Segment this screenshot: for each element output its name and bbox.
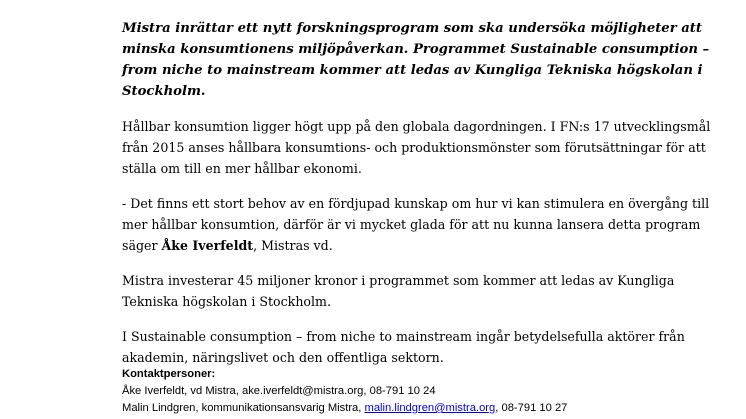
paragraph-quote [122,193,722,256]
contact-line-ake: Åke Iverfeldt, vd Mistra, ake.iverfeldt@mistra.org, 08-791 10 24 [122,385,436,397]
paragraph-global-agenda: Hållbar konsumtion ligger högt upp på den globala dagordningen. I FN:s 17 utvecklingsmål från 2015 anses hållbara konsumtions- och produktionsmönster som förutsättningar för att ställa om till en mer hållbar ekonomi. [122,119,711,176]
contacts-title: Kontaktpersoner: [122,368,216,380]
press-release-body [122,18,722,382]
contact-section [122,366,742,417]
quote-attribution: , Mistras vd. [253,238,333,253]
contact-line-malin [122,400,742,417]
quote-text: - Det finns ett stort behov av en fördjupad kunskap om hur vi kan stimulera en övergång till mer hållbar konsumtion, därför är vi mycket glada för att nu kunna lansera detta program säger [122,196,710,253]
contact-malin-phone: , 08-791 10 27 [495,402,568,414]
quote-person-name: Åke Iverfeldt [161,238,254,253]
contact-malin-text: Malin Lindgren, kommunikationsansvarig Mistra, [122,402,365,414]
paragraph-participants: I Sustainable consumption – from niche to mainstream ingår betydelsefulla aktörer från akademin, näringslivet och den offentliga sektorn. [122,329,685,365]
malin-email-link[interactable]: malin.lindgren@mistra.org [364,402,496,414]
lead-paragraph: Mistra inrättar ett nytt forskningsprogram som ska undersöka möjligheter att minska konsumtionens miljöpåverkan. Programmet Sustainable consumption – from niche to mainstream kommer att ledas av Kungliga Tekniska högskolan i Stockholm. [122,21,710,99]
paragraph-investment: Mistra investerar 45 miljoner kronor i programmet som kommer att ledas av Kungliga Tekniska högskolan i Stockholm. [122,273,675,309]
